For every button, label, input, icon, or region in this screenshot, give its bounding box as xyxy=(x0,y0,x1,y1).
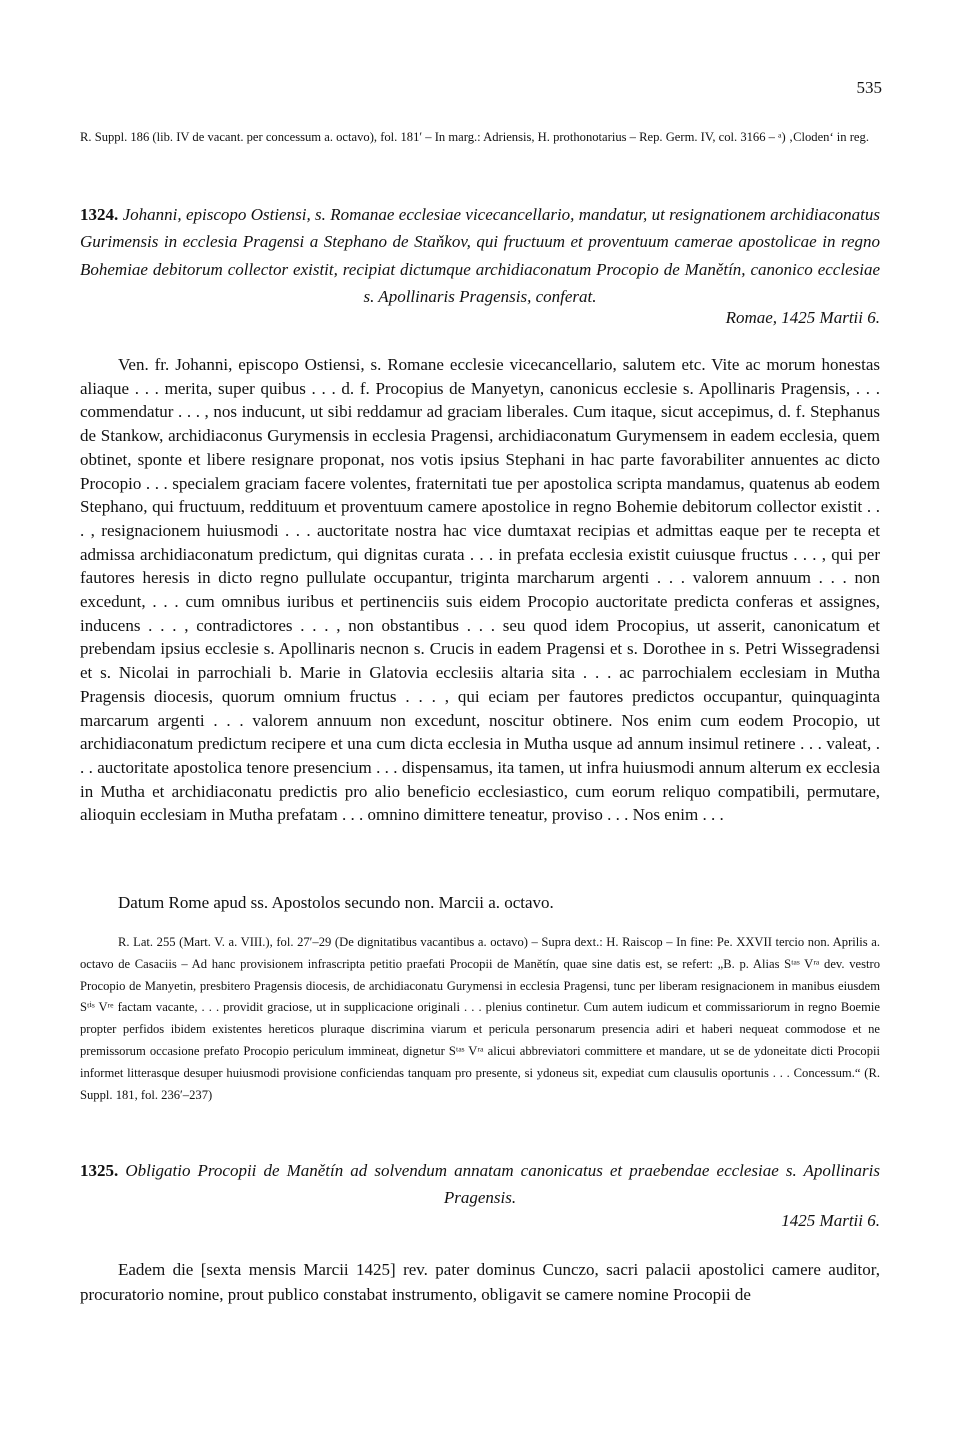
top-footnote: R. Suppl. 186 (lib. IV de vacant. per concessum a. octavo), fol. 181′ – In marg.: Adriensis, H. prothonotarius – Rep. Germ. IV, col. 3166 – ᵃ) ‚Cloden‘ in reg. xyxy=(80,130,869,144)
entry-1324-body: Ven. fr. Johanni, episcopo Ostiensi, s. Romane ecclesie vicecancellario, salutem etc. Vite ac morum honestas aliaque . . . merita, super quibus . . . d. f. Procopius de Manyetyn, canonicus ecclesie s. Apollinaris Pragensis, . . . commendatur . . . , nos inducunt, ut sibi reddamur ad graciam liberales. Cum itaque, sicut accepimus, d. f. Stephanus de Stankow, archidiaconus Gurymensis in ecclesia Pragensi, archidiaconatum Gurymensem in eadem ecclesia, quem obtinet, sponte et libere resignare proponat, nos votis ipsius Stephani in hac parte favorabiliter annuentes ac dicto Procopio . . . specialem graciam facere volentes, fraternitati tue per apostolica scripta mandamus, quatenus ab eodem Stephano, qui fructuum, reddituum et proventuum camere apostolice in regno Bohemie debitorum collector existit . . . , resignacionem huiusmodi . . . auctoritate nostra hac vice dumtaxat recipias et admittas eaque per te recepta et admissa archidiaconatum predictum, qui dignitas curata . . . in prefata ecclesia existit cuiusque fructus . . . , qui per fautores heresis in dicto regno pullulate occupantur, triginta marcharum argenti . . . valorem annuum . . . non excedunt, . . . cum omnibus iuribus et pertinenciis suis eidem Procopio auctoritate predicta conferas et assignes, inducens . . . , contradictores . . . , non obstantibus . . . seu quod idem Procopius, ut asserit, canonicatum et prebendam ipsius ecclesie s. Apollinaris necnon s. Crucis in eadem Pragensi et s. Dorothee in s. Petri Wissegradensi et s. Nicolai in parrochiali b. Marie in Glatovia ecclesiis altaria sita . . . ac parrochialem ecclesiam in Mutha Pragensis diocesis, quorum omnium fructus . . . , qui eciam per fautores predictos occupantur, quinquaginta marcarum argenti . . . valorem annuum non excedunt, noscitur obtinere. Nos enim cum eodem Procopio, ut archidiaconatum predictum recipere et una cum dicta ecclesia in Mutha usque ad annum insimul retinere . . . valeat, . . . auctoritate apostolica tenore presencium . . . dispensamus, ita tamen, ut infra huiusmodi annum alterum ex ecclesia in Mutha et archidiaconatu predictis pro alio beneficio ecclesiastico, cum eorum reliquo compatibili, permutare, alioquin ecclesiam in Mutha prefatam . . . omnino dimittere teneatur, proviso . . . Nos enim . . . xyxy=(80,355,880,825)
entry-1324-date: Romae, 1425 Martii 6. xyxy=(725,308,880,327)
entry-1325-heading-text: Obligatio Procopii de Manětín ad solvendum annatam canonicatus et praebendae ecclesiae s. Apollinaris Pragensis. xyxy=(125,1161,880,1208)
entry-1324-heading xyxy=(80,201,880,310)
entry-1324-footnote: R. Lat. 255 (Mart. V. a. VIII.), fol. 27′–29 (De dignitatibus vacantibus a. octavo) – Supra dext.: H. Raiscop – In fine: Pe. XXVII tercio non. Aprilis a. octavo de Casaciis – Ad hanc provisionem infrascripta petitio praefati Procopii de Manětín, quae sine datis est, se refert: „B. p. Alias Sᵗᵃˢ Vʳᵃ dev. vestro Procopio de Manyetin, presbitero Pragensis diocesis, de archidiaconatu Gurymensi in ecclesia Pragensi, tunc per liberam resignacionem in manibus eiusdem Sᵗⁱˢ Vʳᵉ factam vacante, . . . providit graciose, ut in supplicacione originali . . . plenius continetur. Cum autem iudicum et commissariorum in regno Boemie propter perfidos ibidem existentes hereticos pluraque discrimina viarum et pericula personarum presencia adiri et haberi nequeat commodose et ne premissorum occasione prefato Procopio periculum immineat, dignetur Sᵗᵃˢ Vʳᵃ alicui abbreviatori committere et mandare, ut se de ydoneitate dicti Procopii informet litterasque desuper huiusmodi provisione conficiendas tanquam pro presente, si ydoneus sit, expediat cum clausulis oportunis . . . Concessum.“ (R. Suppl. 181, fol. 236′–237) xyxy=(80,935,880,1102)
entry-1324-heading-text: Johanni, episcopo Ostiensi, s. Romanae ecclesiae vicecancellario, mandatur, ut resignationem archidiaconatus Gurimensis in ecclesia Pragensi a Stephano de Staňkov, qui fructuum et proventuum camerae apostolicae in regno Bohemiae debitorum collector existit, recipiat dictumque archidiaconatum Procopio de Manětín, canonico ecclesiae s. Apollinaris Pragensis, conferat. xyxy=(80,205,880,306)
entry-1325-heading xyxy=(80,1157,880,1212)
entry-1325-number: 1325. xyxy=(80,1161,119,1180)
entry-1324-number: 1324. xyxy=(80,205,119,224)
entry-1325-date: 1425 Martii 6. xyxy=(781,1211,880,1230)
page-number: 535 xyxy=(856,78,882,97)
entry-1324-datum: Datum Rome apud ss. Apostolos secundo non. Marcii a. octavo. xyxy=(118,893,554,912)
entry-1325-body: Eadem die [sexta mensis Marcii 1425] rev. pater dominus Cunczo, sacri palacii apostolici camere auditor, procuratorio nomine, prout publico constabat instrumento, obligavit se camere nomine Procopii de xyxy=(80,1260,880,1304)
